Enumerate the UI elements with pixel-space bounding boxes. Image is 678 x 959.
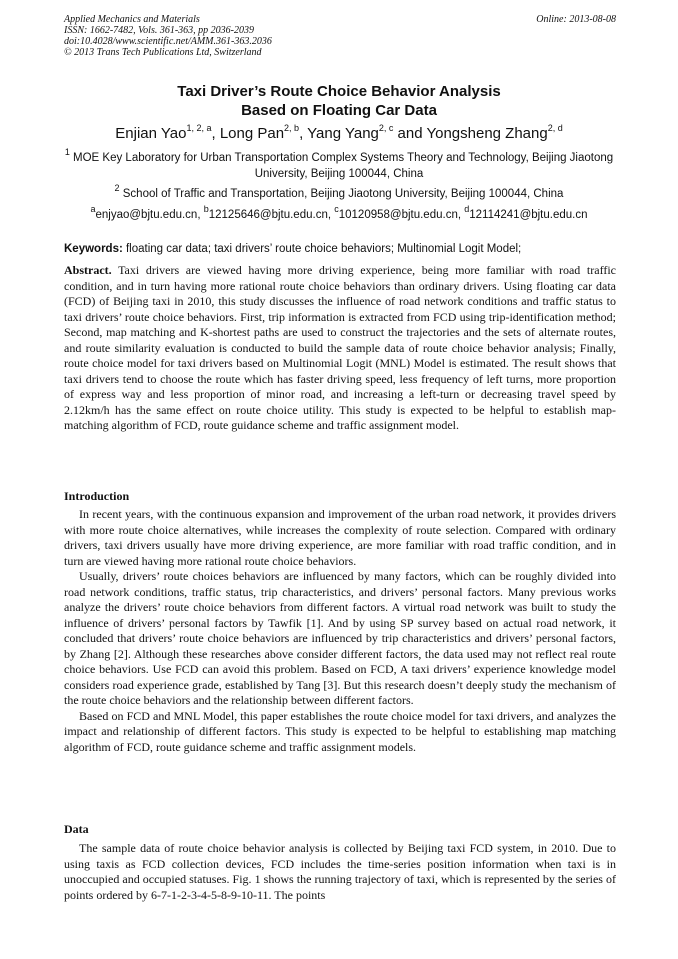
author-separator: and — [393, 125, 427, 142]
author-affiliation-mark: 1, 2, a — [186, 123, 212, 133]
author-separator: , — [299, 125, 308, 142]
author-affiliation-mark: 2, c — [378, 123, 394, 133]
keywords — [64, 242, 616, 257]
affiliation-mark: 2 — [114, 183, 120, 194]
introduction-section — [64, 507, 616, 755]
doi-line: doi:10.4028/www.scientific.net/AMM.361-363.2036 — [64, 36, 272, 47]
affiliation-mark: 1 — [64, 147, 70, 158]
introduction-heading: Introduction — [64, 489, 130, 503]
email-mark: c — [334, 204, 339, 215]
author-affiliation-mark: 2, b — [284, 123, 300, 133]
email-mark: d — [464, 204, 470, 215]
email-mark: a — [90, 204, 96, 215]
paragraph: In recent years, with the continuous expansion and improvement of the urban road network, it provides drivers with more route choice alternatives, while increases the complexity of route selection. Compared with ordinary drivers, taxi drivers usually have more driving experience, are more familiar with road traffic condition, and in turn are viewed having more rational route choice behaviors. — [64, 507, 616, 568]
email-mark: b — [203, 204, 209, 215]
copyright-line: © 2013 Trans Tech Publications Ltd, Switzerland — [64, 47, 262, 58]
author-name: Long Pan — [219, 125, 285, 142]
affiliation-2 — [56, 183, 622, 202]
data-section — [64, 841, 616, 903]
title-line-2: Based on Floating Car Data — [241, 102, 437, 119]
title-line-1: Taxi Driver’s Route Choice Behavior Analysis — [177, 83, 501, 100]
affiliation-text: School of Traffic and Transportation, Beijing Jiaotong University, Beijing 100044, China — [119, 188, 564, 200]
paragraph: Based on FCD and MNL Model, this paper establishes the route choice model for taxi drivers, and analyzes the impact and relationship of different factors. This study is expected to be helpful to establishing map matching algorithm of FCD, route guidance scheme and traffic assignment models. — [64, 708, 616, 754]
abstract-label: Abstract. — [64, 263, 112, 277]
keywords-text: floating car data; taxi drivers’ route choice behaviors; Multinomial Logit Model; — [122, 243, 522, 255]
issn-line: ISSN: 1662-7482, Vols. 361-363, pp 2036-2039 — [64, 25, 254, 36]
author-name: Yongsheng Zhang — [426, 125, 548, 142]
email-address: 10120958@bjtu.edu.cn, — [338, 209, 465, 221]
author-name: Yang Yang — [307, 125, 379, 142]
data-heading: Data — [64, 822, 89, 836]
online-date: Online: 2013-08-08 — [536, 14, 616, 25]
author-name: Enjian Yao — [115, 125, 187, 142]
paper-title — [40, 82, 638, 120]
email-address: enjyao@bjtu.edu.cn, — [95, 209, 204, 221]
journal-header — [64, 14, 616, 58]
author-list — [40, 125, 638, 143]
paragraph: Usually, drivers’ route choices behaviors are influenced by many factors, which can be roughly divided into road network conditions, traffic status, trip characteristics, and drivers’ personal factors. Many previous works analyze the drivers’ route choice behaviors from different factors. A virtual road network was built to study the influence of drivers’ personal factors by Tawfik [1]. And by using SP survey based on actual road network, it concluded that drivers’ route choice behaviors are influenced by trip characteristics and drivers’ personal factors, by Zhang [2]. Although these researches above consider different factors, the data used may not reflect real route choice behaviors. Use FCD can avoid this problem. Based on FCD, A taxi drivers’ experience knowledge model considers road experience grade, established by Tang [3]. But this research doesn’t deeply study the mechanism of the route choice behaviors and the relationship between different factors. — [64, 569, 616, 707]
journal-name: Applied Mechanics and Materials — [64, 14, 200, 25]
email-address: 12114241@bjtu.edu.cn — [469, 209, 588, 221]
email-address: 12125646@bjtu.edu.cn, — [208, 209, 335, 221]
affiliation-1 — [56, 147, 622, 182]
author-separator: , — [211, 125, 220, 142]
author-emails — [56, 204, 622, 223]
abstract-text: Taxi drivers are viewed having more driving experience, being more familiar with road traffic condition, and in turn having more rational route choice behaviors than ordinary drivers. Using floating car data (FCD) of Beijing taxi in 2010, this study discusses the influence of road network conditions and traffic status to taxi drivers’ route choice behaviors. First, trip information is extracted from FCD using trip-identification method; Second, map matching and K-shortest paths are used to construct the trajectories and the sets of alternate routes, and route similarity evaluation is conducted to build the sample data of route choice behavior analysis; Finally, route choice model for taxi drivers based on Multinomial Logit (MNL) Model is estimated. The result shows that taxi drivers tend to choose the route which has faster driving speed, less frequency of left turns, more proportion of express way and less proportion of minor road, and increasing a left-turn or decreasing travel speed by 2.12km/h has the same effect on route choice utility. This study is expected to be helpful to establish map-matching algorithm of FCD, route guidance scheme and traffic assignment model. — [64, 263, 616, 432]
abstract — [64, 263, 616, 434]
author-affiliation-mark: 2, d — [547, 123, 563, 133]
affiliation-text: MOE Key Laboratory for Urban Transportation Complex Systems Theory and Technology, Beijing Jiaotong University, Beijing 100044, China — [69, 152, 614, 180]
paragraph: The sample data of route choice behavior analysis is collected by Beijing taxi FCD system, in 2010. Due to using taxis as FCD collection devices, FCD includes the time-series position information when taxi is in unoccupied and occupied statuses. Fig. 1 shows the running trajectory of taxi, which is represented by the series of points ordered by 6-7-1-2-3-4-5-8-9-10-11. The points — [64, 841, 616, 902]
keywords-label: Keywords: — [64, 243, 123, 255]
